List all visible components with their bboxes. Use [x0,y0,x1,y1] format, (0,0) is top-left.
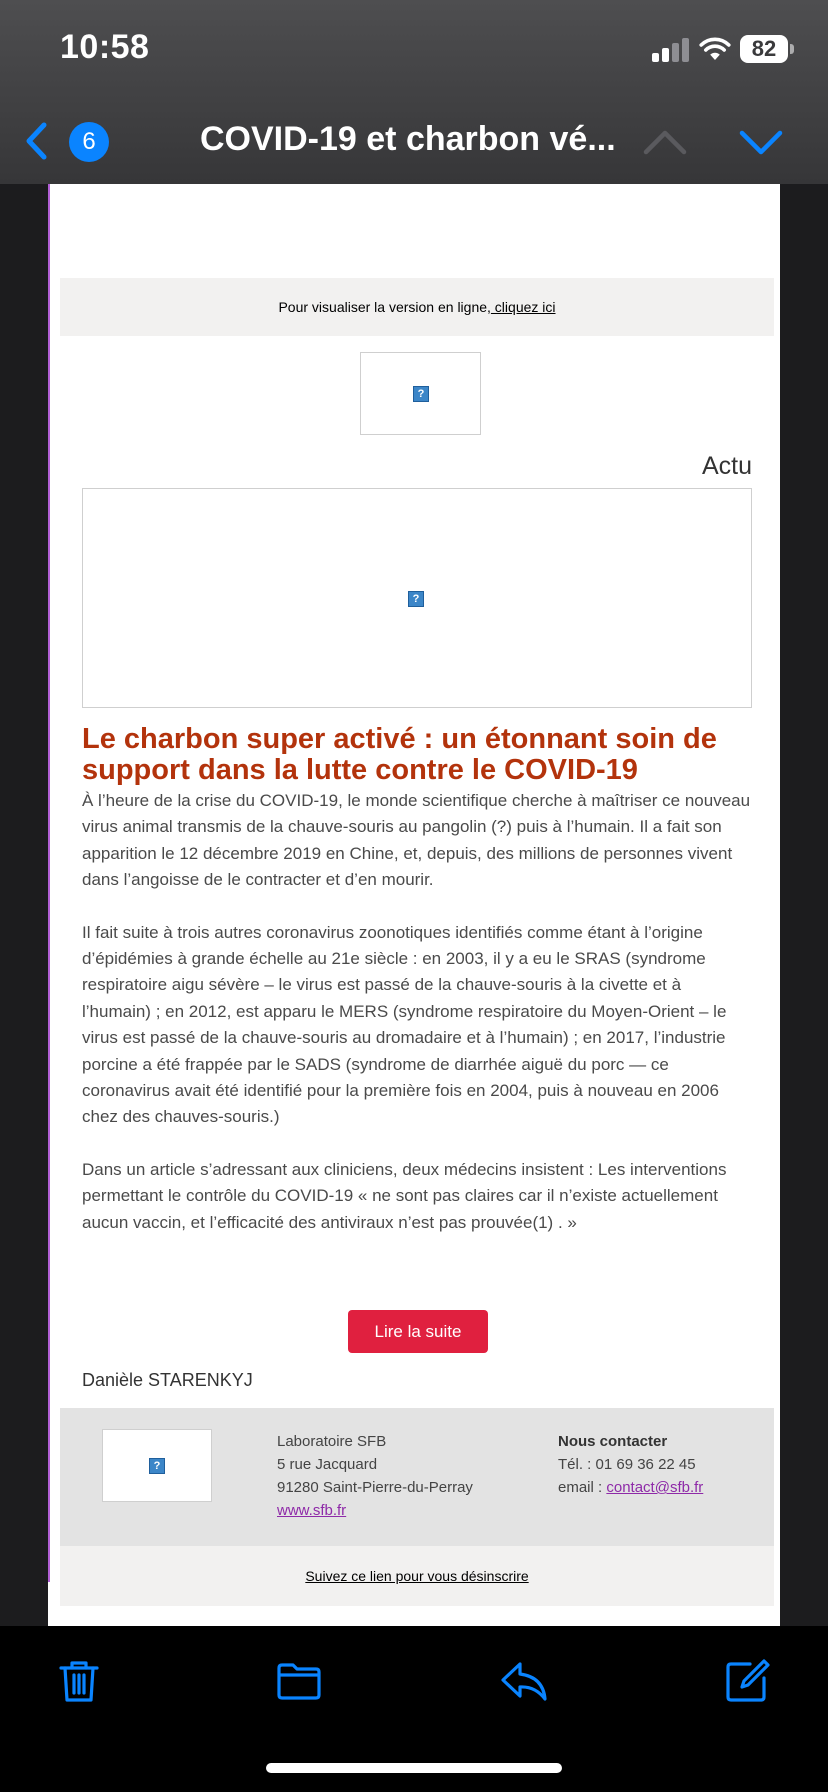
logo-image-placeholder [360,352,481,435]
folder-icon[interactable] [276,1658,322,1704]
online-version-text: Pour visualiser la version en ligne, [278,299,491,315]
footer-address [277,1430,473,1522]
newsletter [60,278,774,1584]
compose-icon[interactable] [724,1658,770,1704]
chevron-down-icon[interactable] [738,128,784,156]
footer-contact [558,1430,703,1499]
email-body [48,184,780,1626]
contact-heading: Nous contacter [558,1433,668,1450]
read-more-button[interactable]: Lire la suite [348,1310,488,1353]
battery-tip [790,44,794,54]
unsubscribe-link[interactable]: Suivez ce lien pour vous désinscrire [305,1568,529,1584]
article-paragraph: Il fait suite à trois autres coronavirus zoonotiques identifiés comme étant à l’origine d’épidémies à grande échelle au 21e siècle : en 2003, il y a eu le SRAS (syndrome respiratoire aigu sévère – le virus est passé de la chauve-souris à la civette et à l’humain) ; en 2012, est apparu le MERS (syndrome respiratoire du Moyen-Orient – le virus est passé de la chauve-souris au dromadaire et à l’humain) ; en 2017, l’industrie porcine a été frappée par le SADS (syndrome de diarrhée aiguë du porc — ce coronavirus avait été identifié pour la première fois en 2004, puis à nouveau en 2006 chez des chauves-souris.) [82,922,727,1127]
wifi-icon [698,36,732,62]
city-address: 91280 Saint-Pierre-du-Perray [277,1479,473,1496]
article-paragraph: Dans un article s’adressant aux cliniciens, deux médecins insistent : Les interventions permettant le contrôle du COVID-19 « ne sont pas claires car il n’existe actuellement aucun vaccin, et l’efficacité des antiviraux n’est pas prouvée(1) . » [82,1159,727,1232]
broken-image-icon: ? [149,1458,165,1474]
article-body [82,788,754,1262]
status-time: 10:58 [60,28,150,66]
online-version-link[interactable]: cliquez ici [490,299,556,315]
message-subject-title: COVID-19 et charbon vé... [200,120,616,158]
chevron-left-icon[interactable] [22,120,52,162]
top-chrome [0,0,828,184]
battery-icon: 82 [740,35,788,63]
article-author: Danièle STARENKYJ [82,1370,253,1390]
message-area[interactable] [0,184,828,1626]
cellular-signal-icon [652,38,690,62]
trash-icon[interactable] [56,1658,102,1704]
company-name: Laboratoire SFB [277,1433,387,1450]
reply-icon[interactable] [500,1658,548,1704]
website-link[interactable]: www.sfb.fr [277,1502,347,1519]
newsletter-footer [60,1408,774,1546]
email-link[interactable]: contact@sfb.fr [606,1479,704,1496]
home-indicator [266,1763,562,1773]
nav-bar [0,100,828,184]
unread-count-badge[interactable]: 6 [69,122,109,162]
quote-edge [48,184,50,1582]
section-label: Actu [701,452,752,480]
contact-phone: Tél. : 01 69 36 22 45 [558,1456,696,1473]
online-version-bar [60,278,774,336]
status-bar [0,0,828,100]
broken-image-icon: ? [408,591,424,607]
article-paragraph: À l’heure de la crise du COVID-19, le monde scientifique cherche à maîtriser ce nouveau virus animal transmis de la chauve-souris au pangolin (?) puis à l’humain. Il a fait son apparition le 12 décembre 2019 en Chine, et, depuis, des millions de personnes vivent dans l’angoisse de le contracter et d’en mourir. [82,791,751,890]
hero-image-placeholder [82,488,752,708]
street-address: 5 rue Jacquard [277,1456,378,1473]
broken-image-icon: ? [413,386,429,402]
email-label: email : [558,1479,607,1496]
unsubscribe-bar [60,1546,774,1606]
article-title: Le charbon super activé : un étonnant soin de support dans la lutte contre le COVID-19 [82,723,717,786]
footer-logo-placeholder [102,1429,212,1502]
chevron-up-icon [642,128,688,156]
contact-email-line [558,1476,703,1499]
